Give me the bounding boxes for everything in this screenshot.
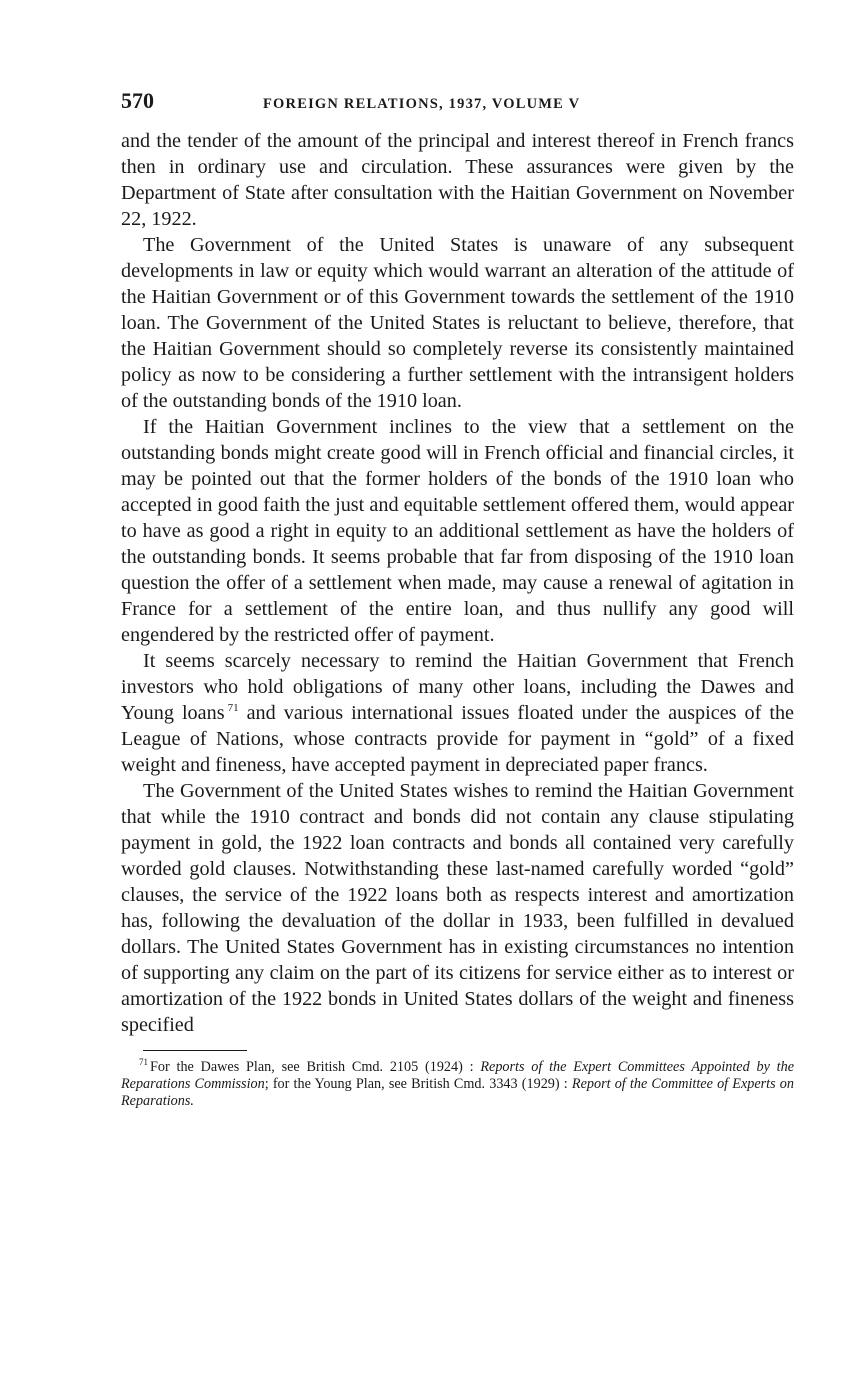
paragraph-4-after-ref: and various international issues floated under the auspices of the League of Nations, whose contracts provide for payment in “gold” of a fixed weight and fineness, have accepted payment in depreciated paper francs. (121, 702, 795, 776)
body-text (121, 128, 794, 1038)
footnote-text-part2: ; for the Young Plan, see British Cmd. 3343 (1929) : (264, 1076, 572, 1092)
paragraph-1: and the tender of the amount of the principal and interest thereof in French francs then in ordinary use and circulation. These assurances were given by the Department of State after consultation with the Haitian Government on November 22, 1922. (121, 130, 794, 230)
page-header (121, 88, 794, 128)
paragraph-3: If the Haitian Government inclines to the view that a settlement on the outstanding bonds might create good will in French official and financial circles, it may be pointed out that the former holders of the bonds of the 1910 loan who accepted in good faith the just and equitable settlement offered them, would appear to have as good a right in equity to an additional settlement as have the holders of the outstanding bonds. It seems probable that far from disposing of the 1910 loan question the offer of a settlement when made, may cause a renewal of agitation in France for a settlement of the entire loan, and thus nullify any good will engendered by the restricted offer of payment. (121, 416, 794, 646)
footnote-divider (143, 1050, 247, 1051)
running-head: FOREIGN RELATIONS, 1937, VOLUME V (263, 96, 581, 112)
paragraph-4 (121, 648, 794, 778)
footnote-title-2: Report of the Committee of Experts on Reparations. (121, 1076, 794, 1109)
paragraph-5: The Government of the United States wishes to remind the Haitian Government that while the 1910 contract and bonds did not contain any clause stipulating payment in gold, the 1922 loan contracts and bonds all contained very carefully worded gold clauses. Notwithstanding these last-named carefully worded “gold” clauses, the service of the 1922 loans both as respects interest and amortization has, following the devaluation of the dollar in 1933, been fulfilled in devalued dollars. The United States Government has in existing circumstances no intention of supporting any claim on the part of its citizens for service either as to interest or amortization of the 1922 bonds in United States dollars of the weight and fineness specified (121, 780, 794, 1036)
footnote-mark: 71 (139, 1057, 148, 1068)
footnote-reference[interactable]: 71 (227, 702, 239, 715)
footnote-title-1: Reports of the Expert Committees Appointed by the Reparations Commission (121, 1059, 794, 1092)
footnote (121, 1059, 794, 1110)
paragraph-4-before-ref: It seems scarcely necessary to remind the Haitian Government that French investors who hold obligations of many other loans, including the Dawes and Young loans (121, 650, 794, 724)
footnote-text-part1: For the Dawes Plan, see British Cmd. 2105 (1924) : (150, 1059, 481, 1075)
paragraph-2: The Government of the United States is unaware of any subsequent developments in law or equity which would warrant an alteration of the attitude of the Haitian Government or of this Government towards the settlement of the 1910 loan. The Government of the United States is reluctant to believe, therefore, that the Haitian Government should so completely reverse its consistently maintained policy as now to be considering a further settlement with the intransigent holders of the outstanding bonds of the 1910 loan. (121, 234, 794, 412)
page-number: 570 (121, 88, 154, 113)
document-page (121, 88, 794, 1110)
